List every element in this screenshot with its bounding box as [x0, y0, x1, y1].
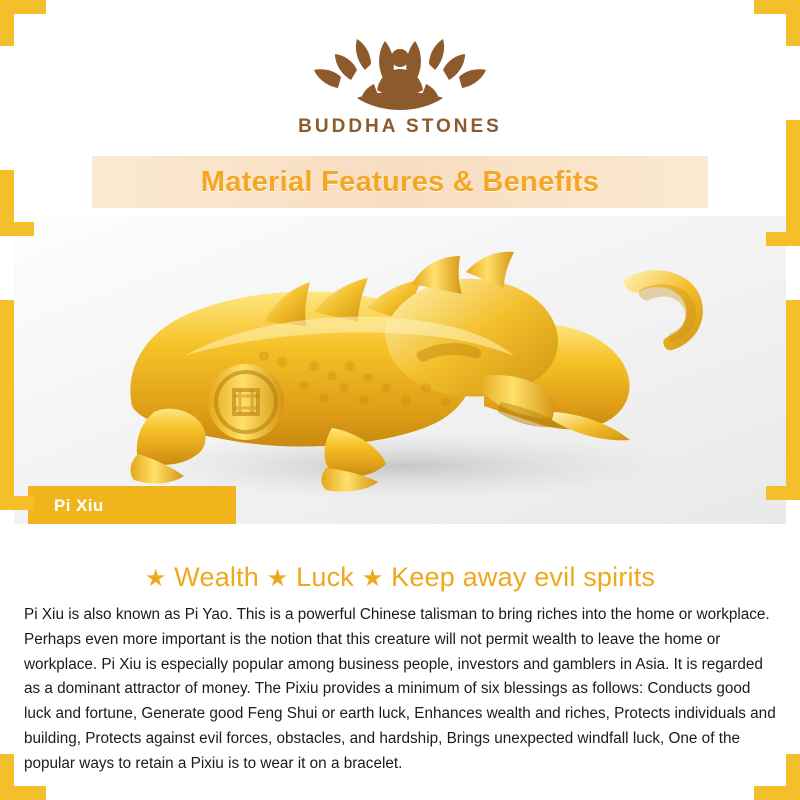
star-icon-right: ★	[361, 565, 384, 592]
brand-name: BUDDHA STONES	[298, 116, 502, 137]
corner-decoration-top-right-vertical	[786, 0, 800, 46]
star-icon-middle: ★	[266, 565, 289, 592]
product-image	[14, 216, 786, 524]
corner-decoration-bottom-left-vertical	[0, 754, 14, 800]
benefit-wealth: Wealth	[174, 562, 260, 592]
brand-header	[0, 0, 800, 138]
side-accent-left-upper	[0, 170, 14, 230]
gold-pixiu-illustration	[14, 216, 786, 524]
benefits-headline	[0, 562, 800, 593]
benefit-luck: Luck	[296, 562, 354, 592]
section-title-band	[92, 156, 708, 208]
side-accent-left-lower	[0, 300, 14, 510]
corner-decoration-top-left-vertical	[0, 0, 14, 46]
side-accent-right-lower	[786, 300, 800, 500]
product-caption-text: Pi Xiu	[54, 496, 104, 515]
star-icon-left: ★	[144, 565, 167, 592]
side-accent-right-upper	[786, 120, 800, 240]
product-caption-chip	[28, 486, 236, 524]
description-paragraph: Pi Xiu is also known as Pi Yao. This is a powerful Chinese talisman to bring riches into the home or workplace. Perhaps even more important is the notion that this creature will not permit wealth to leave the home or workplace. Pi Xiu is especially popular among business people, investors and gamblers in Asia. It is regarded as a dominant attractor of money. The Pixiu provides a minimum of six blessings as follows: Conducts good luck and fortune, Generate good Feng Shui or earth luck, Enhances wealth and riches, Protects individuals and building, Protects against evil forces, obstacles, and hardship, Brings unexpected windfall luck, One of the popular ways to retain a Pixiu is to wear it on a bracelet.	[24, 606, 776, 772]
page-title: Material Features & Benefits	[200, 165, 600, 198]
lotus-meditation-icon	[305, 22, 495, 114]
benefit-keep-away-evil-spirits: Keep away evil spirits	[391, 562, 656, 592]
corner-decoration-bottom-right-vertical	[786, 754, 800, 800]
